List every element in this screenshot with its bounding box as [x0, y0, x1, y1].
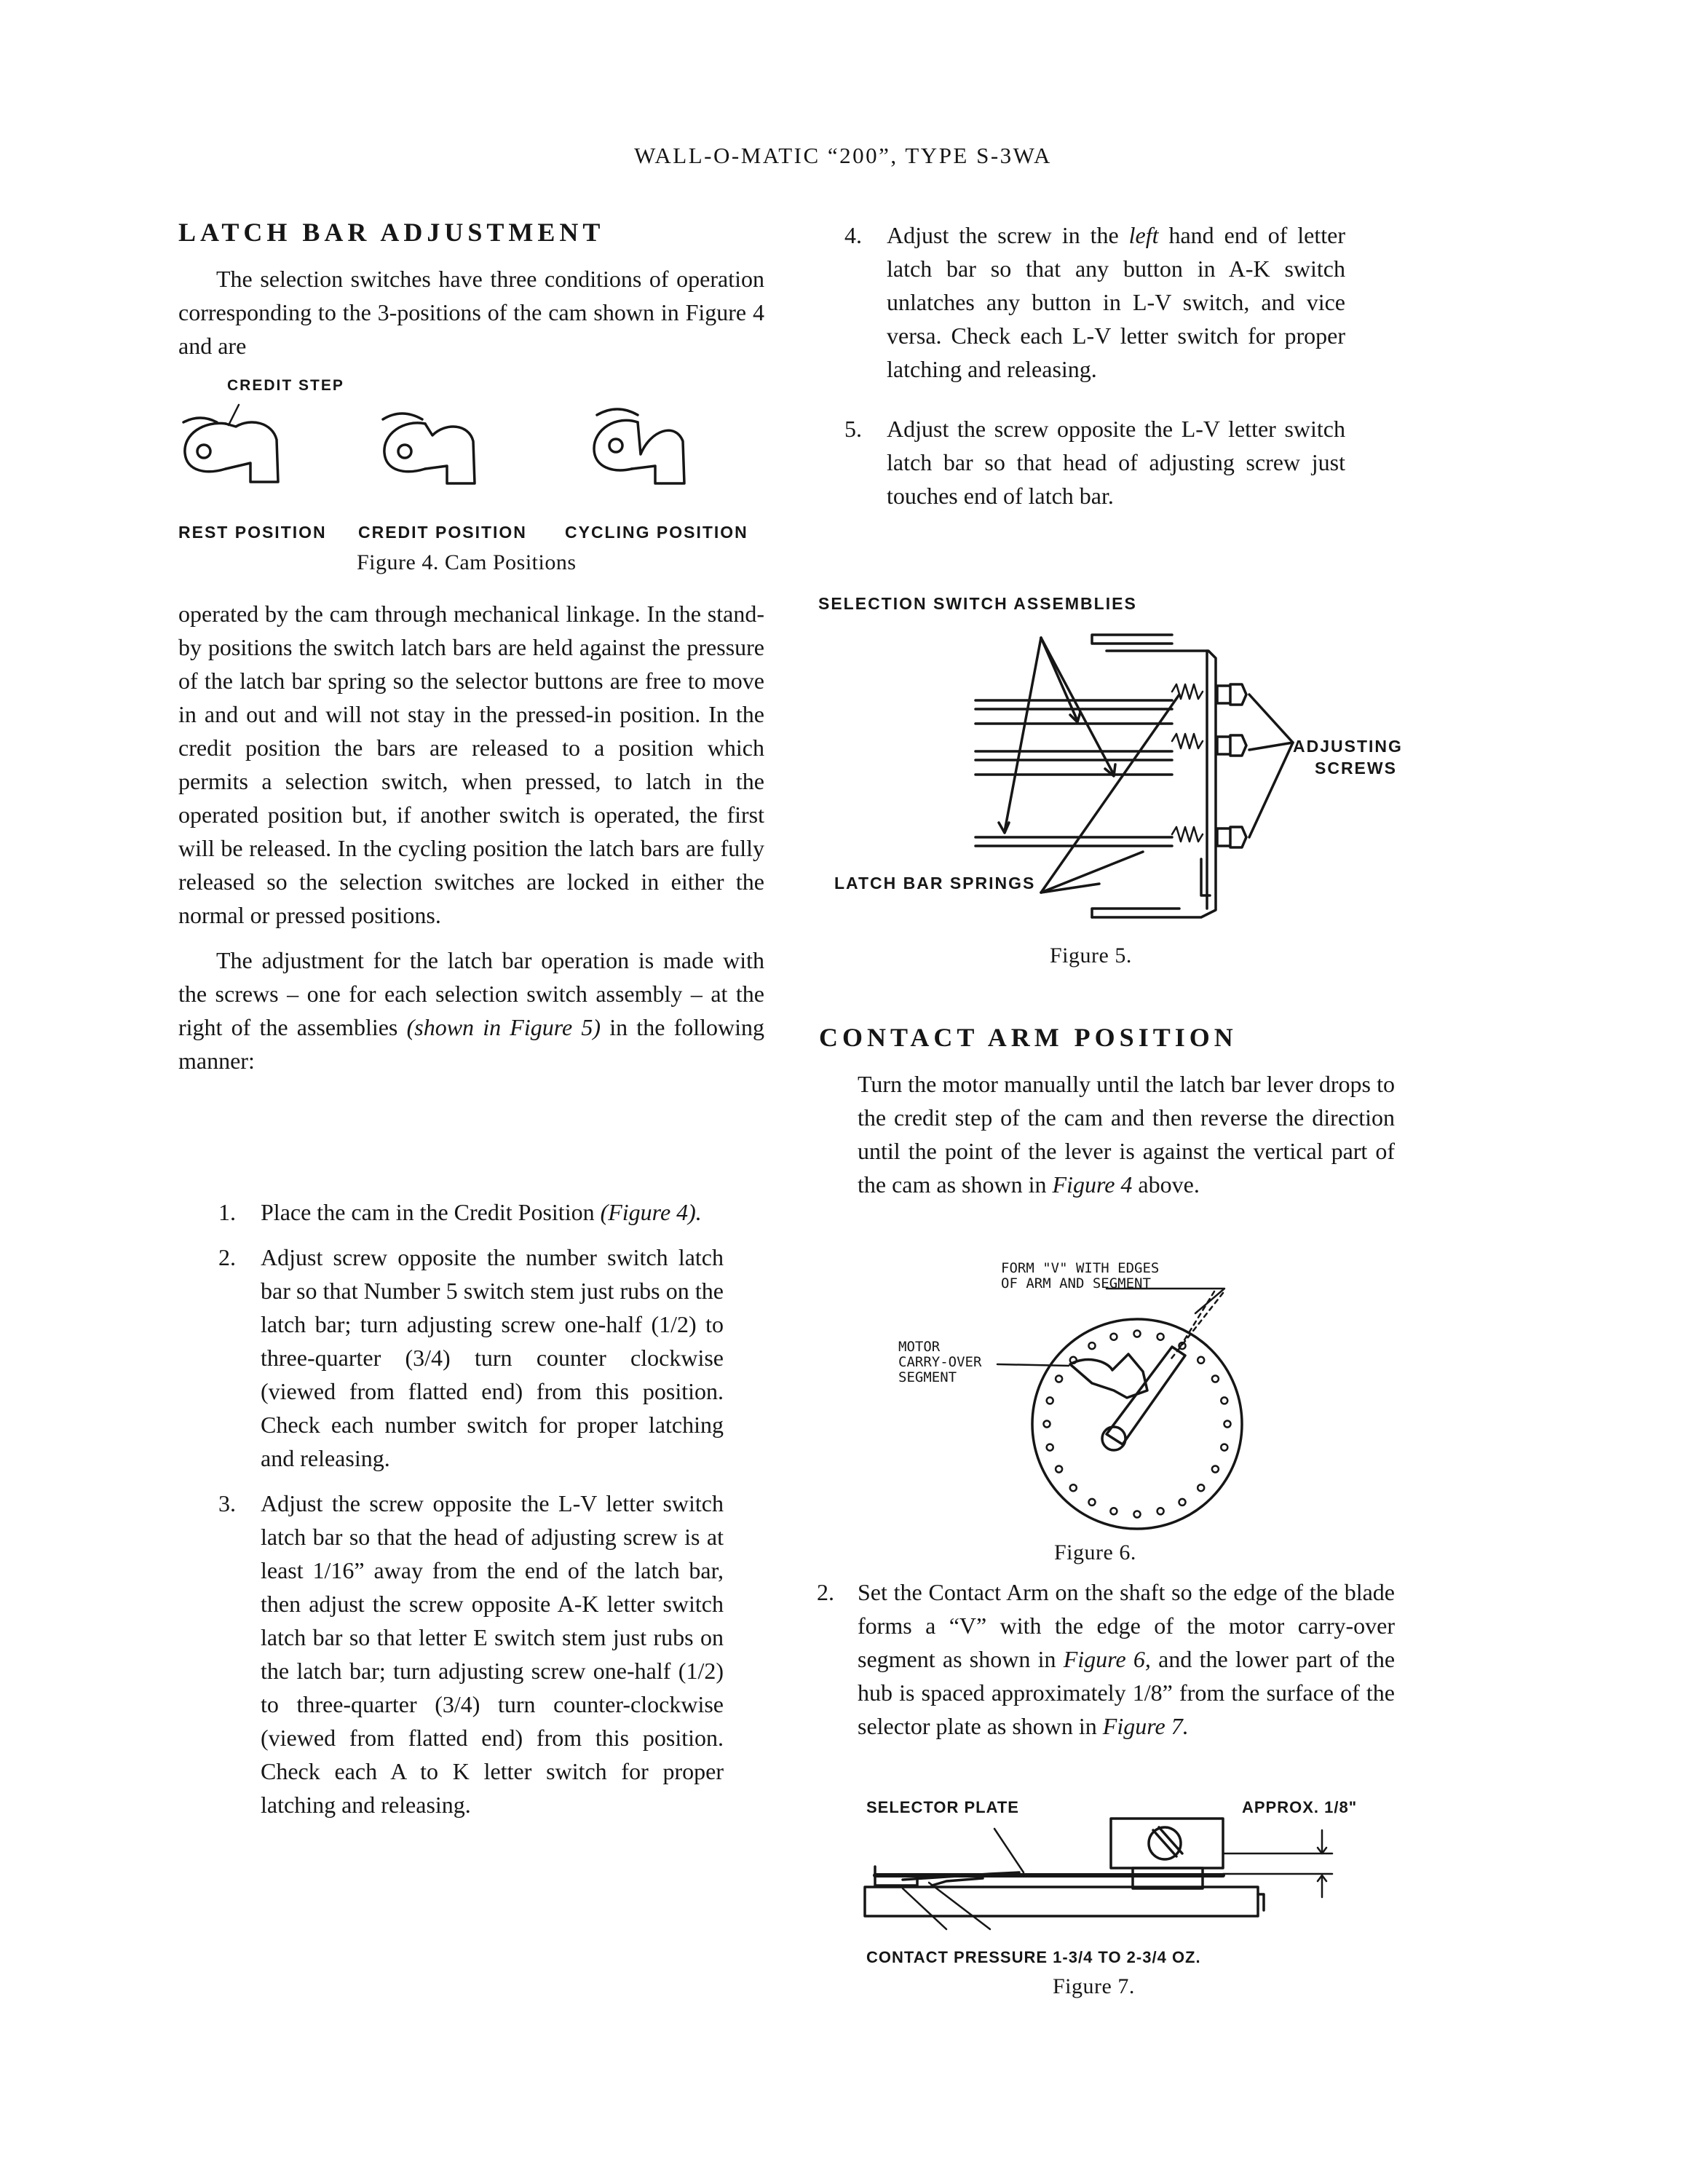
contact-arm-step-2-ref-1: Figure 6,	[1063, 1646, 1151, 1672]
fig6-segment-label-2: CARRY-OVER	[898, 1354, 982, 1370]
latch-bar-procedure	[178, 943, 764, 1077]
latch-bar-steps-right	[844, 218, 1346, 524]
fig7-plate-label: SELECTOR PLATE	[866, 1798, 1019, 1816]
procedure-text-a: The adjustment for the latch bar operation is made with the screws – one for each selection switch assembly – at the right of the assemblies	[178, 947, 764, 1040]
fig6-segment-label-3: SEGMENT	[898, 1369, 957, 1385]
step-4-text-a: Adjust the screw in the	[887, 222, 1119, 248]
fig4-credit-label: CREDIT POSITION	[358, 523, 527, 542]
contact-dot	[1212, 1376, 1219, 1382]
contact-dot	[1089, 1499, 1096, 1506]
contact-arm-heading: CONTACT ARM POSITION	[819, 1023, 1238, 1052]
step-4-number: 4.	[844, 222, 862, 248]
contact-dot	[1047, 1444, 1053, 1451]
figure7-caption: Figure 7.	[1053, 1974, 1135, 1998]
contact-arm-step-2-ref-2: Figure 7.	[1102, 1713, 1189, 1739]
step-2-number: 2.	[218, 1244, 236, 1270]
fig5-springs-label: LATCH BAR SPRINGS	[834, 874, 1036, 893]
contact-dot	[1134, 1331, 1141, 1337]
figure6-contact-arm-drawing	[1005, 1289, 1267, 1536]
contact-dot	[1157, 1334, 1164, 1340]
contact-dot	[1070, 1484, 1077, 1491]
step-1	[218, 1195, 724, 1229]
contact-arm-text-a: Turn the motor manually until the latch bar lever drops to the credit step of the cam and then reverse the direction until the point of the lever is against the vertical part of the cam as shown in	[858, 1071, 1395, 1198]
contact-dot	[1221, 1397, 1227, 1404]
fig6-v-label-1: FORM "V" WITH EDGES	[1001, 1260, 1160, 1276]
contact-dot	[1056, 1376, 1062, 1382]
step-3	[218, 1487, 724, 1821]
latch-bar-steps	[218, 1195, 724, 1833]
contact-arm-text-b: above.	[1138, 1171, 1200, 1198]
fig6-segment-label-1: MOTOR	[898, 1339, 941, 1355]
contact-arm-figure-ref: Figure 4	[1052, 1171, 1133, 1198]
step-3-text: Adjust the screw opposite the L-V letter switch latch bar so that the head of adjusting screw is at least 1/16” away from the end of the latch bar, then adjust the screw opposite A-K letter switch latch bar so that letter E switch stem just rubs on the latch bar; turn adjusting screw one-half (1/2) to three-quarter (3/4) turn counter-clockwise (viewed from flatted end) from this position. Check each A to K letter switch for proper latching and releasing.	[261, 1490, 724, 1818]
step-4-emphasis: left	[1128, 222, 1159, 248]
contact-dot	[1089, 1342, 1096, 1349]
latch-bar-intro-block	[178, 262, 764, 363]
latch-bar-continuation: operated by the cam through mechanical linkage. In the stand-by positions the switch latch bars are held against the pressure of the latch bar spring so the selector buttons are free to move in and out and will not stay in the pressed-in position. In the credit position the bars are released to a position which permits a selection switch, when pressed, to latch in the operated position but, if another switch is operated, the first will be released. In the cycling position the latch bars are fully released so the selection switches are locked in either the normal or pressed positions.	[178, 601, 764, 928]
step-1-text: Place the cam in the Credit Position	[261, 1199, 595, 1225]
fig4-rest-label: REST POSITION	[178, 523, 327, 542]
procedure-text-b: in the following manner:	[178, 1014, 765, 1074]
fig7-approx-label: APPROX. 1/8"	[1242, 1798, 1358, 1816]
contact-dot	[1198, 1484, 1204, 1491]
figure4-cam-drawing	[175, 393, 772, 510]
contact-dot	[1198, 1357, 1204, 1364]
contact-dot	[1056, 1466, 1062, 1473]
step-4-text-b: hand end of letter latch bar so that any button in A-K switch unlatches any button in L-V switch, and vice versa. Check each L-V letter switch for proper latching and releasing.	[887, 222, 1346, 382]
contact-dot	[1044, 1421, 1050, 1428]
fig5-assemblies-label: SELECTION SWITCH ASSEMBLIES	[818, 594, 1137, 613]
contact-dot	[1110, 1508, 1117, 1514]
latch-bar-heading: LATCH BAR ADJUSTMENT	[178, 218, 605, 247]
contact-arm-step-2-text-a: Set the Contact Arm on the shaft so the edge of the blade forms a “V” with the edge of the motor carry-over segment as shown in	[858, 1579, 1395, 1672]
contact-arm-step-2	[817, 1575, 1396, 1743]
cam-cycling-position	[594, 409, 684, 483]
fig5-screws-label-2: SCREWS	[1315, 759, 1397, 778]
contact-dot	[1110, 1334, 1117, 1340]
contact-dot	[1179, 1499, 1186, 1506]
step-1-figure-ref: (Figure 4).	[600, 1199, 702, 1225]
fig5-screws-label-1: ADJUSTING	[1293, 737, 1403, 756]
step-5-text: Adjust the screw opposite the L-V letter switch latch bar so that head of adjusting screw just touches end of latch bar.	[887, 416, 1345, 509]
contact-dot	[1047, 1397, 1053, 1404]
figure6-caption: Figure 6.	[1054, 1540, 1136, 1564]
contact-arm-step-2-number: 2.	[817, 1579, 834, 1605]
contact-arm-step-2-text-b: and the lower part of the hub is spaced approximately 1/8” from the surface of the selector plate as shown in	[858, 1646, 1396, 1739]
contact-dot	[1221, 1444, 1227, 1451]
step-5	[844, 412, 1345, 513]
step-5-number: 5.	[844, 416, 862, 442]
latch-bar-intro: The selection switches have three conditions of operation corresponding to the 3-positions of the cam shown in Figure 4 and are	[178, 266, 764, 359]
contact-arm-para	[858, 1067, 1395, 1201]
procedure-figure-ref: (shown in Figure 5)	[406, 1014, 601, 1040]
step-2	[218, 1241, 724, 1475]
contact-dot	[1212, 1466, 1219, 1473]
running-head: WALL-O-MATIC “200”, TYPE S-3WA	[634, 143, 1052, 168]
contact-dot	[1134, 1511, 1141, 1518]
latch-bar-body	[178, 597, 764, 1077]
fig7-pressure-label: CONTACT PRESSURE 1-3/4 TO 2-3/4 OZ.	[866, 1948, 1201, 1966]
fig4-credit-step-label: CREDIT STEP	[227, 377, 344, 394]
figure5-caption: Figure 5.	[1050, 943, 1132, 968]
figure7-plate-drawing	[859, 1816, 1369, 1932]
cam-rest-position	[183, 405, 278, 482]
contact-dot	[1157, 1508, 1164, 1514]
contact-dot	[1224, 1421, 1231, 1428]
figure5-switch-drawing	[961, 619, 1310, 925]
step-2-text: Adjust screw opposite the number switch latch bar so that Number 5 switch stem just rubs on the latch bar; turn adjusting screw one-half (1/2) to three-quarter (3/4) turn counter clockwise (viewed from flatted end) from this position. Check each number switch for proper latching and releasing.	[261, 1244, 724, 1471]
cam-credit-position	[383, 414, 475, 483]
step-4	[844, 218, 1346, 386]
figure4-caption: Figure 4. Cam Positions	[357, 550, 577, 574]
fig4-cycling-label: CYCLING POSITION	[565, 523, 748, 542]
step-3-number: 3.	[218, 1490, 236, 1516]
fig6-v-label-2: OF ARM AND SEGMENT	[1001, 1275, 1151, 1291]
step-1-number: 1.	[218, 1199, 236, 1225]
